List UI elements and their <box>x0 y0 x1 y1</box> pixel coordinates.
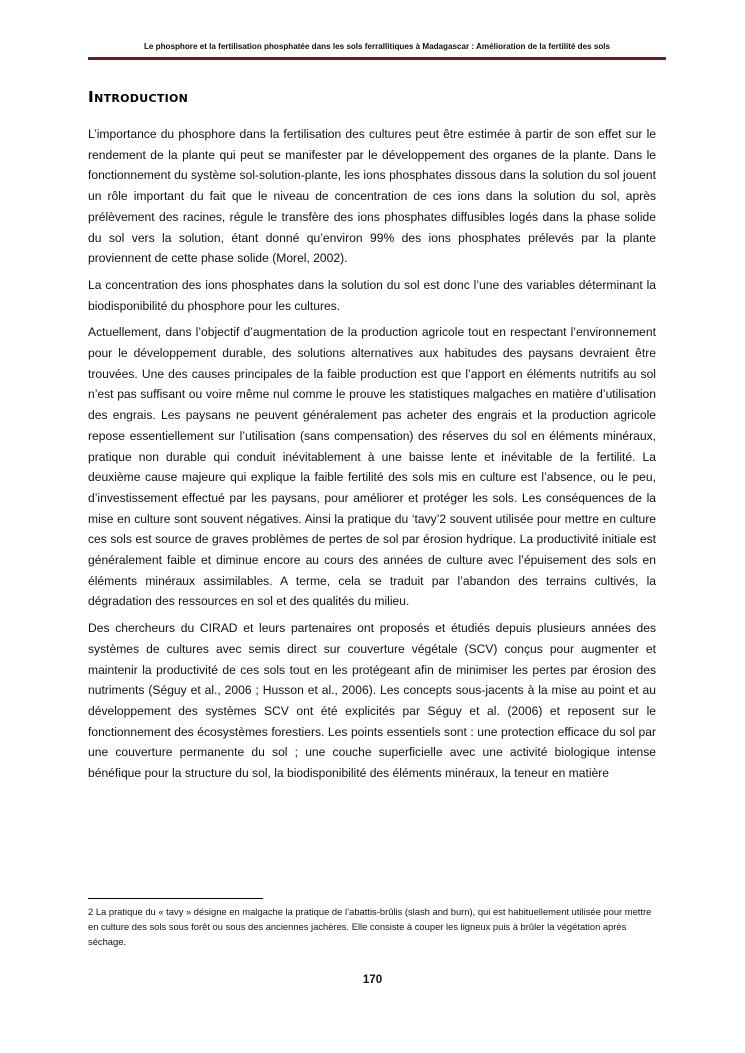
header-divider <box>88 57 666 60</box>
paragraph-2: La concentration des ions phosphates dans la solution du sol est donc l’une des variables déterminant la biodisponibilité du phosphore pour les cultures. <box>88 277 656 313</box>
section-title: Introduction <box>88 88 189 106</box>
footnote-divider <box>88 898 263 899</box>
paragraph-3: Actuellement, dans l’objectif d’augmentation de la production agricole tout en respectant l’environnement pour le développement durable, des solutions alternatives aux habitudes des paysans devraient être trouvées. Une des causes principales de la faible production est que l’apport en éléments nutritifs au sol n’est pas suffisant ou voire même nul comme le prouve les statistiques malgaches en matière d’utilisation des engrais. Les paysans ne peuvent généralement pas acheter des engrais et la production agricole repose essentiellement sur l’utilisation (sans compensation) des réserves du sol en éléments minéraux, pratique non durable qui conduit inévitablement à une baisse lente et inévitable de la fertilité. La deuxième cause majeure qui explique la faible fertilité des sols mis en culture est l’absence, ou le peu, d’investissement effectué par les paysans, pour améliorer et protéger les sols. Les conséquences de la mise en culture sont souvent négatives. Ainsi la pratique du ‘tavy’2 souvent utilisée pour mettre en culture ces sols est source de graves problèmes de pertes de sol par érosion hydrique. La productivité initiale est généralement faible et diminue encore au cours des années de culture avec l’épuisement des sols en éléments minéraux assimilables. A terme, cela se traduit par l’abandon des terrains cultivés, la dégradation des ressources en sol et des qualités du milieu. <box>88 325 656 609</box>
paragraph-1: L’importance du phosphore dans la fertilisation des cultures peut être estimée à partir de son effet sur le rendement de la plante qui peut se manifester par le développement des organes de la plante. Dans le fonctionnement du système sol-solution-plante, les ions phosphates dissous dans la solution du sol jouent un rôle important du fait que le niveau de concentration de ces ions dans la solution du sol, après prélèvement des racines, régule le transfère des ions phosphates diffusibles logés dans la phase solide du sol vers la solution, étant donné qu’environ 99% des ions phosphates prélevés par la plante proviennent de cette phase solide (Morel, 2002). <box>88 127 656 266</box>
body-text <box>88 124 656 790</box>
paragraph-4: Des chercheurs du CIRAD et leurs partenaires ont proposés et étudiés depuis plusieurs années des systèmes de cultures avec semis direct sur couverture végétale (SCV) conçus pour augmenter et maintenir la productivité de ces sols tout en les protégeant afin de minimiser les pertes par érosion des nutriments (Séguy et al., 2006 ; Husson et al., 2006). Les concepts sous-jacents à la mise au point et au développement des systèmes SCV ont été explicités par Séguy et al. (2006) et reposent sur le fonctionnement des écosystèmes forestiers. Les points essentiels sont : une protection efficace du sol par une couverture permanente du sol ; une couche superficielle avec une activité biologique intense bénéfique pour la structure du sol, la biodisponibilité des éléments minéraux, la teneur en matière <box>88 621 656 781</box>
page-number: 170 <box>362 974 383 986</box>
running-header: Le phosphore et la fertilisation phosphatée dans les sols ferrallitiques à Madagascar : Amélioration de la fertilité des sols <box>143 42 611 51</box>
footnote: 2 La pratique du « tavy » désigne en malgache la pratique de l’abattis-brûlis (slash and burn), qui est habituellement utilisée pour mettre en culture des sols sous forêt ou sous des anciennes jachères. Elle consiste à couper les ligneux puis à brûler la végétation après séchage. <box>88 906 652 947</box>
